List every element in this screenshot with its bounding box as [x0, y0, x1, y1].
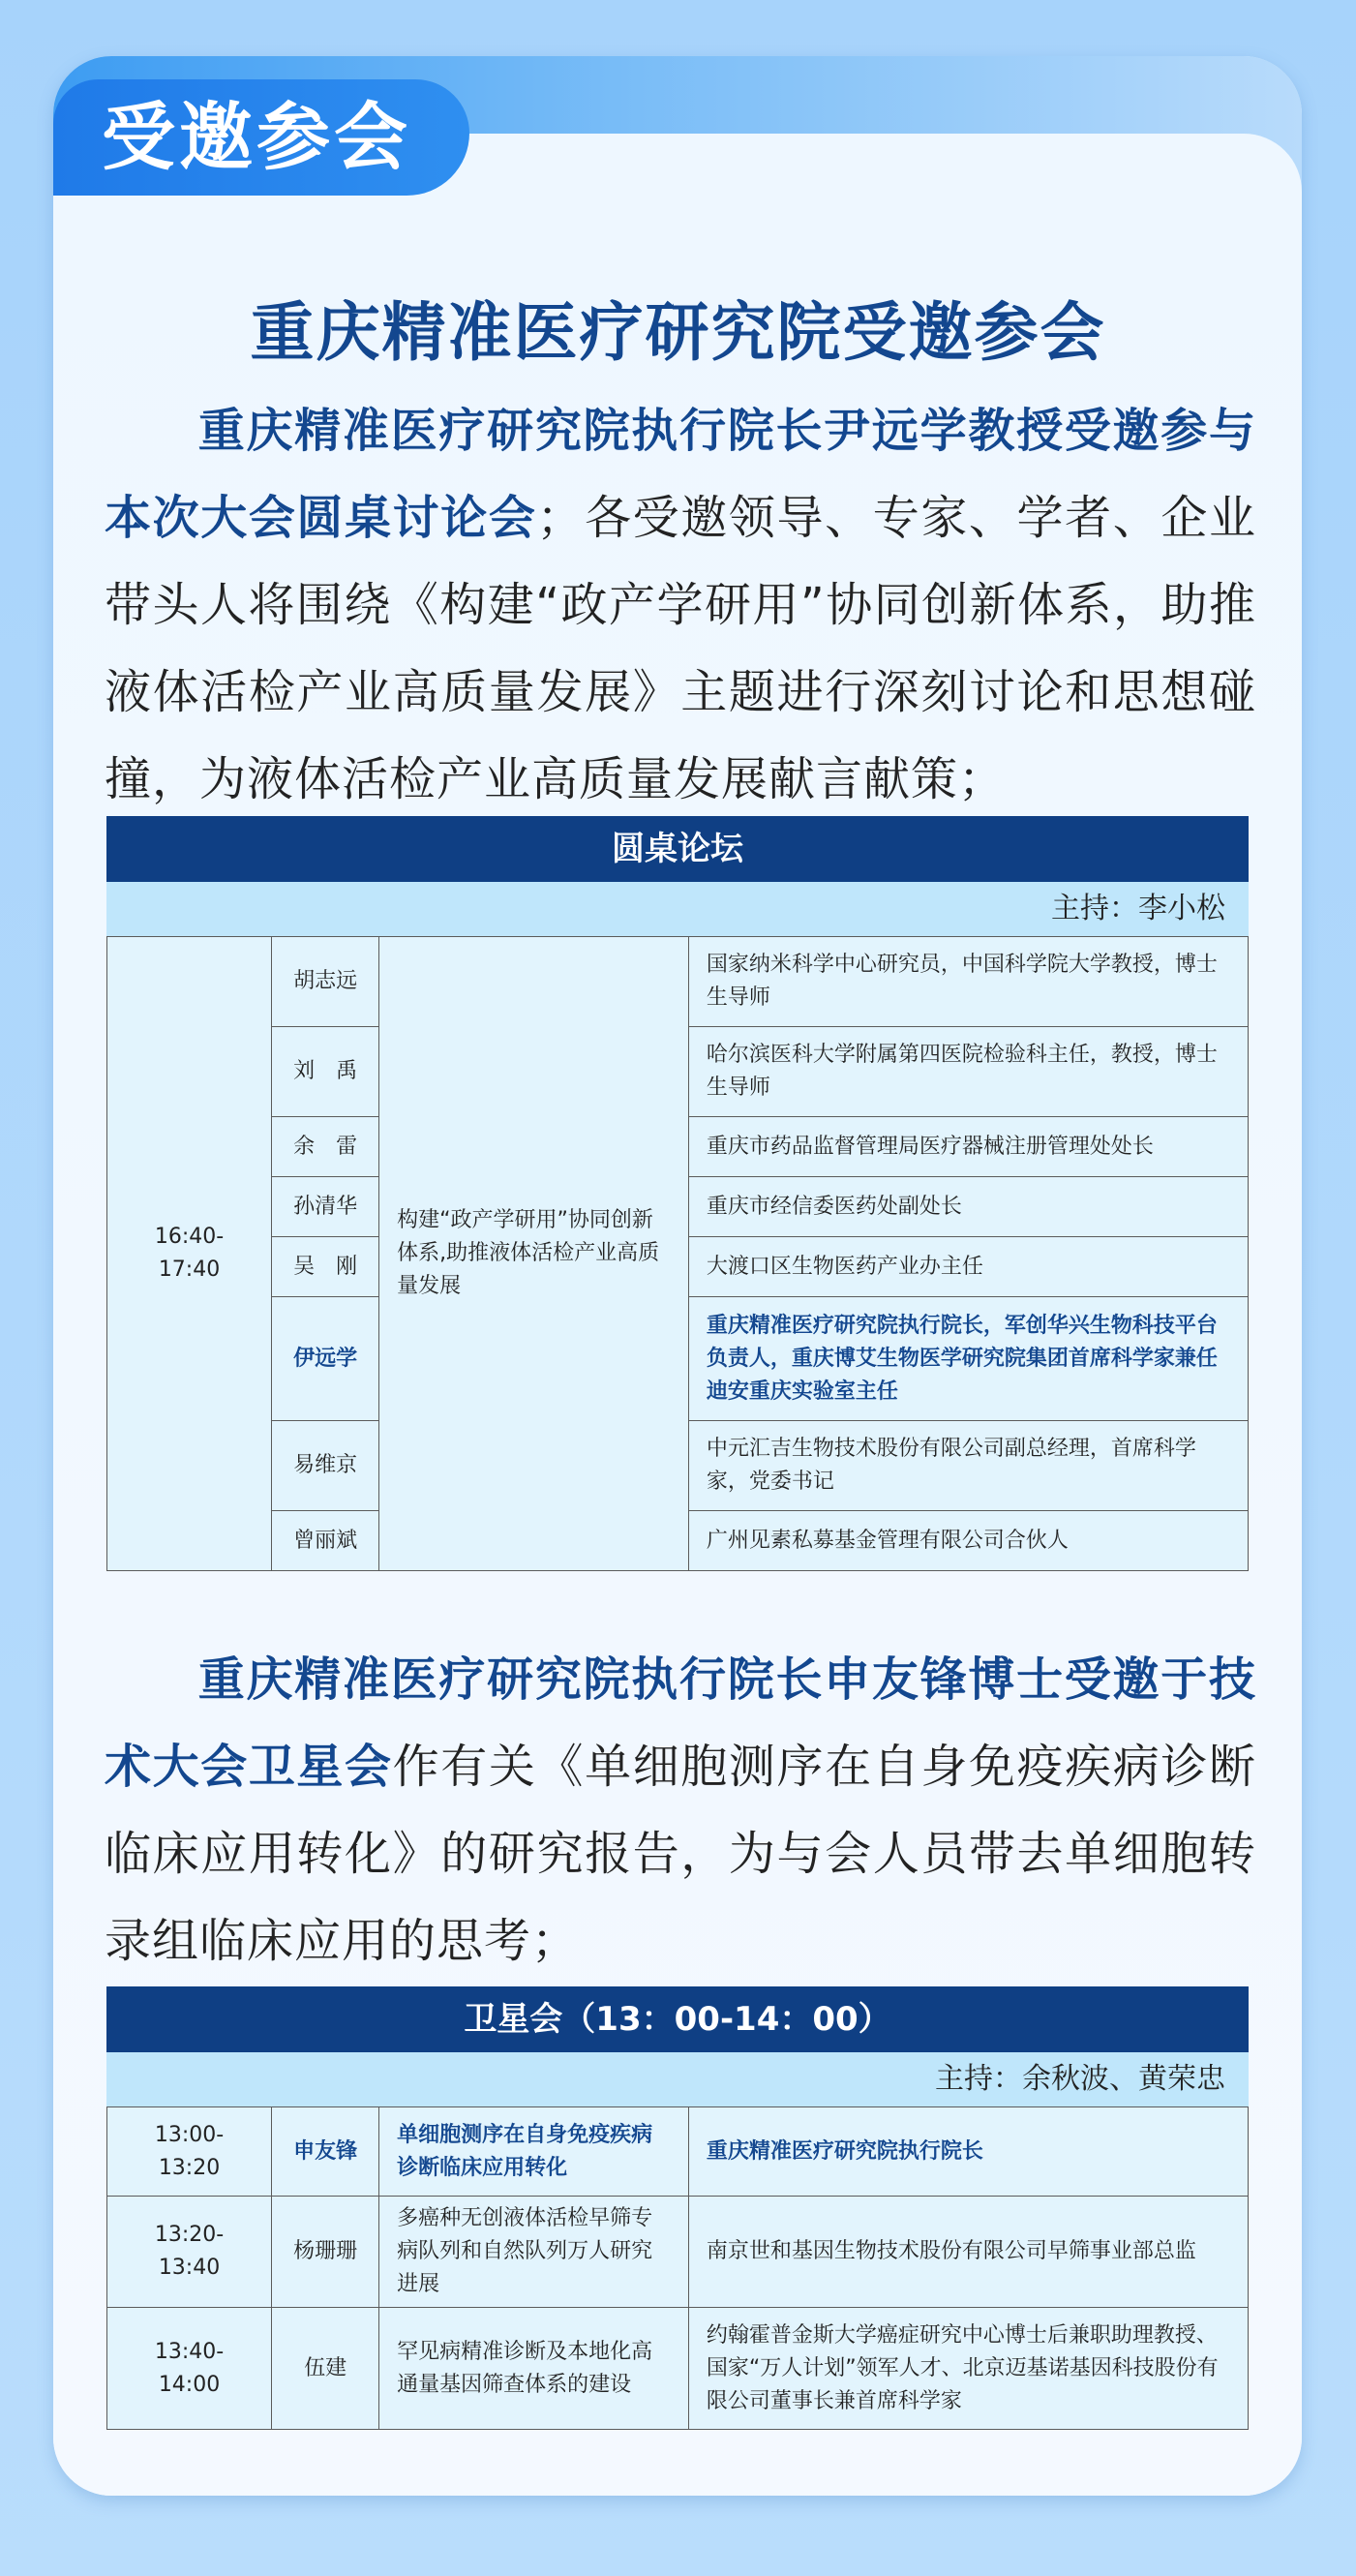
speaker-name: 杨珊珊	[272, 2197, 379, 2308]
speaker-desc: 重庆精准医疗研究院执行院长	[688, 2107, 1248, 2197]
table-row	[107, 2197, 1249, 2308]
session-time: 13:40-14:00	[107, 2308, 272, 2430]
speaker-desc: 重庆市药品监督管理局医疗器械注册管理处处长	[688, 1117, 1248, 1177]
forum-title: 圆桌论坛	[106, 816, 1249, 882]
speaker-name: 曾丽斌	[272, 1511, 379, 1571]
speaker-name: 申友锋	[272, 2107, 379, 2197]
speaker-name: 胡志远	[272, 937, 379, 1027]
speaker-desc: 国家纳米科学中心研究员，中国科学院大学教授，博士生导师	[688, 937, 1248, 1027]
session-time: 13:20-13:40	[107, 2197, 272, 2308]
speaker-name: 刘 禹	[272, 1027, 379, 1117]
body-text: 作有关《单细胞测序在自身免疫疾病诊断临床应用转化》的研究报告，为与会人员带去单细胞转录组临床应用的思考；	[105, 1740, 1256, 1968]
speaker-name: 伊远学	[272, 1297, 379, 1421]
speaker-name: 伍建	[272, 2308, 379, 2430]
speaker-name: 易维京	[272, 1421, 379, 1511]
table-row	[107, 2308, 1249, 2430]
table-row	[107, 937, 1249, 1027]
intro-paragraph-1	[105, 387, 1256, 823]
forum-host: 主持：李小松	[106, 882, 1249, 936]
satellite-table	[106, 2106, 1249, 2430]
speaker-desc: 广州见素私募基金管理有限公司合伙人	[688, 1511, 1248, 1571]
body-text: ；各受邀领导、专家、学者、企业带头人将围绕《构建“政产学研用”协同创新体系，助推液体活检产业高质量发展》主题进行深刻讨论和思想碰撞，为液体活检产业高质量发展献言献策；	[105, 491, 1256, 806]
satellite-host: 主持：余秋波、黄荣忠	[106, 2052, 1249, 2106]
forum-time: 16:40-17:40	[107, 937, 272, 1571]
speaker-desc: 南京世和基因生物技术股份有限公司早筛事业部总监	[688, 2197, 1248, 2308]
speaker-name: 余 雷	[272, 1117, 379, 1177]
section-tag: 受邀参会	[53, 79, 469, 196]
speaker-name: 孙清华	[272, 1177, 379, 1237]
forum-table	[106, 936, 1249, 1571]
session-time: 13:00-13:20	[107, 2107, 272, 2197]
session-topic: 单细胞测序在自身免疫疾病诊断临床应用转化	[379, 2107, 689, 2197]
session-topic: 罕见病精准诊断及本地化高通量基因筛查体系的建设	[379, 2308, 689, 2430]
intro-paragraph-2	[105, 1636, 1256, 1985]
forum-topic: 构建“政产学研用”协同创新体系,助推液体活检产业高质量发展	[379, 937, 689, 1571]
speaker-name: 吴 刚	[272, 1237, 379, 1297]
speaker-desc: 重庆市经信委医药处副处长	[688, 1177, 1248, 1237]
speaker-desc: 约翰霍普金斯大学癌症研究中心博士后兼职助理教授、国家“万人计划”领军人才、北京迈基诺基因科技股份有限公司董事长兼首席科学家	[688, 2308, 1248, 2430]
session-topic: 多癌种无创液体活检早筛专病队列和自然队列万人研究进展	[379, 2197, 689, 2308]
speaker-desc: 大渡口区生物医药产业办主任	[688, 1237, 1248, 1297]
satellite-title: 卫星会（13：00-14：00）	[106, 1986, 1249, 2052]
speaker-desc: 重庆精准医疗研究院执行院长，军创华兴生物科技平台负责人，重庆博艾生物医学研究院集团首席科学家兼任迪安重庆实验室主任	[688, 1297, 1248, 1421]
highlight-text: 重庆精准医疗研究院执行院长申友锋博士受邀于技术大会卫星会	[105, 1652, 1256, 1794]
page-title: 重庆精准医疗研究院受邀参会	[250, 295, 1106, 370]
table-row	[107, 2107, 1249, 2197]
speaker-desc: 哈尔滨医科大学附属第四医院检验科主任，教授，博士生导师	[688, 1027, 1248, 1117]
speaker-desc: 中元汇吉生物技术股份有限公司副总经理，首席科学家，党委书记	[688, 1421, 1248, 1511]
highlight-text: 重庆精准医疗研究院执行院长尹远学教授受邀参与本次大会圆桌讨论会	[105, 404, 1256, 545]
